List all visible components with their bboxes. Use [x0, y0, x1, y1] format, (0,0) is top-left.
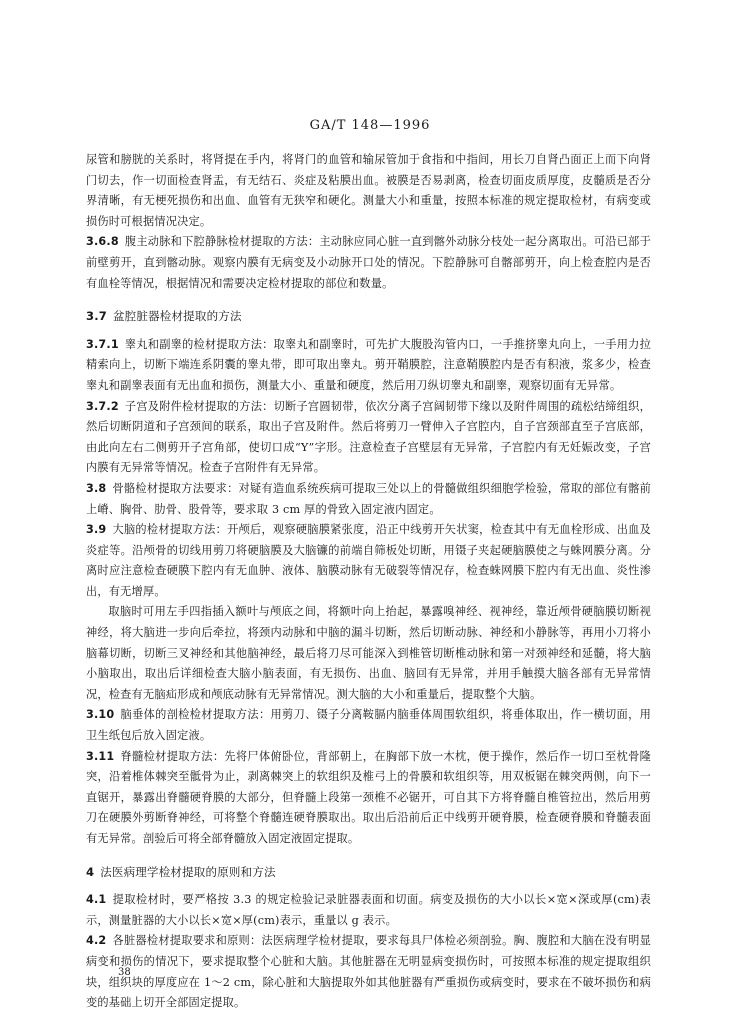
clause-text: 各脏器检材提取要求和原则：法医病理学检材提取，要求每具尸体检必须剖验。胸、腹腔和大脑在没有明显病变和损伤的情况下，要求提取整个心脏和大脑。其他脏器在无明显病变损伤时，可按照本标准的规定提取组织块，组织块的厚度应在 1～2 cm，除心脏和大脑提取外如其他脏器有严重损伤或病变时，要求在不破坏损伤和病变的基础上切开全部固定提取。 — [86, 934, 651, 1010]
paragraph — [86, 747, 651, 850]
paragraph — [86, 520, 651, 602]
clause-number: 3.10 — [86, 708, 115, 722]
clause-number: 3.7.2 — [86, 399, 119, 413]
paragraph — [86, 890, 651, 931]
clause-number: 3.9 — [86, 523, 107, 537]
clause-text: 脊髓检材提取方法：先将尸体俯卧位，背部朝上，在胸部下放一木枕，便于操作，然后作一切口至枕骨隆突，沿着椎体棘突至骶骨为止，剥离棘突上的软组织及椎弓上的骨膜和软组织等，用双板锯在棘突两侧，向下一直锯开，暴露出脊髓硬脊膜的大部分，但脊髓上段第一颈椎不必锯开，可自其下方将脊髓自椎管拉出，然后用剪刀在硬膜外剪断脊神经，可将整个脊髓连硬脊膜取出。取出后沿前后正中线剪开硬脊膜，检查硬脊膜和脊髓表面有无异常。剖验后可将全部脊髓放入固定液固定提取。 — [86, 749, 651, 845]
paragraph — [86, 397, 651, 479]
clause-number: 3.11 — [86, 749, 115, 763]
clause-number: 3.6.8 — [86, 235, 119, 249]
paragraph — [86, 705, 651, 746]
paragraph — [86, 479, 651, 520]
clause-text: 腹主动脉和下腔静脉检材提取的方法：主动脉应同心脏一直到髂外动脉分枝处一起分离取出。可沿已部于前壁剪开，直到髂动脉。观察内膜有无病变及小动脉开口处的情况。下腔静脉可自髂部剪开，向上检查腔内是否有血栓等情况，根据情况和需要决定检材提取的部位和数量。 — [86, 235, 651, 290]
clause-text: 取脑时可用左手四指插入额叶与颅底之间，将额叶向上抬起，暴露嗅神经、视神经，靠近颅骨硬脑膜切断视神经，将大脑进一步向后牵拉，将颈内动脉和中脑的漏斗切断，然后切断动脉、神经和小静脉等，再用小刀将小脑幕切断，切断三叉神经和其他脑神经，最后将刀尽可能深入到椎管切断椎动脉和第一对颈神经和延髓，将大脑小脑取出，取出后详细检查大脑小脑表面，有无损伤、出血、脑回有无异常，并用手触摸大脑各部有无异常情况，检查有无脑疝形成和颅底动脉有无异常情况。测大脑的大小和重量后，提取整个大脑。 — [86, 605, 651, 701]
clause-text: 子宫及附件检材提取的方法：切断子宫圆韧带，依次分离子宫阔韧带下缘以及附件周围的疏松结缔组织，然后切断阴道和子宫颈间的联系，取出子宫及附件。然后将剪刀一臂伸入子宫腔内，自子宫颈部直至子宫底部，由此向左右二侧剪开子宫角部，使切口成“Y”字形。注意检查子宫壁层有无异常，子宫腔内有无妊娠改变，子宫内膜有无异常等情况。检查子宫附件有无异常。 — [86, 399, 651, 475]
clause-text: 骨骼检材提取方法要求：对疑有造血系统疾病可提取三处以上的骨髓做组织细胞学检验，常取的部位有髂前上嵴、胸骨、肋骨、股骨等，要求取 3 cm 厚的骨致入固定液内固定。 — [86, 481, 651, 516]
clause-number: 3.7.1 — [86, 337, 119, 351]
clause-text: 盆腔脏器检材提取的方法 — [112, 309, 242, 324]
clause-text: 法医病理学检材提取的原则和方法 — [100, 864, 276, 879]
paragraph — [86, 150, 651, 232]
body-text — [86, 150, 651, 1014]
clause-number: 4.2 — [86, 934, 107, 948]
paragraph — [86, 335, 651, 397]
section-heading — [86, 862, 651, 883]
clause-text: 脑垂体的剖检检材提取方法：用剪刀、镊子分离鞍膈内脑垂体周围软组织，将垂体取出，作一横切面，用卫生纸包后放入固定液。 — [86, 708, 651, 743]
section-heading — [86, 306, 651, 327]
clause-text: 大脑的检材提取方法：开颅后，观察硬脑膜紧张度，沿正中线剪开矢状窦，检查其中有无血栓形成、出血及炎症等。沿颅骨的切线用剪刀将硬脑膜及大脑镰的前端自筛板处切断，用镊子夹起硬脑膜使之与蛛网膜分离。分离时应注意检查硬膜下腔内有无血肿、液体、脑膜动脉有无破裂等情况存，检查蛛网膜下腔内有无出血、炎性渗出，有无增厚。 — [86, 523, 651, 598]
clause-text: 尿管和膀胱的关系时，将肾提在手内，将肾门的血管和输尿管加于食指和中指间，用长刀自肾凸面正上而下向肾门切去，作一切面检查肾盂，有无结石、炎症及粘膜出血。被膜是否易剥离，检查切面皮质厚度，皮髓质是否分界清晰，有无梗死损伤和出血、血管有无狭窄和硬化。测量大小和重量，按照本标准的规定提取检材，有病变或损伤时可根据情况决定。 — [86, 153, 651, 228]
page-number: 38 — [118, 967, 131, 978]
paragraph — [86, 602, 651, 705]
clause-number: 4.1 — [86, 893, 107, 907]
standard-header: GA/T 148—1996 — [309, 118, 431, 133]
clause-text: 提取检材时，要严格按 3.3 的规定检验记录脏器表面和切面。病变及损伤的大小以长×宽×深或厚(cm)表示，测量脏器的大小以长×宽×厚(cm)表示，重量以 g 表示。 — [86, 893, 651, 927]
clause-number: 4 — [86, 864, 95, 879]
clause-number: 3.7 — [86, 309, 107, 324]
paragraph — [86, 931, 651, 1013]
clause-text: 睾丸和副睾的检材提取方法：取睾丸和副睾时，可先扩大腹股沟管内口，一手推挤睾丸向上，一手用力拉精索向上，切断下端连系阴囊的睾丸带，即可取出睾丸。剪开鞘膜腔，注意鞘膜腔内是否有积液，浆多少，检查睾丸和副睾表面有无出血和损伤，测量大小、重量和硬度，然后用刀纵切睾丸和副睾，观察切面有无异常。 — [86, 337, 651, 392]
clause-number: 3.8 — [86, 481, 107, 495]
paragraph — [86, 232, 651, 294]
